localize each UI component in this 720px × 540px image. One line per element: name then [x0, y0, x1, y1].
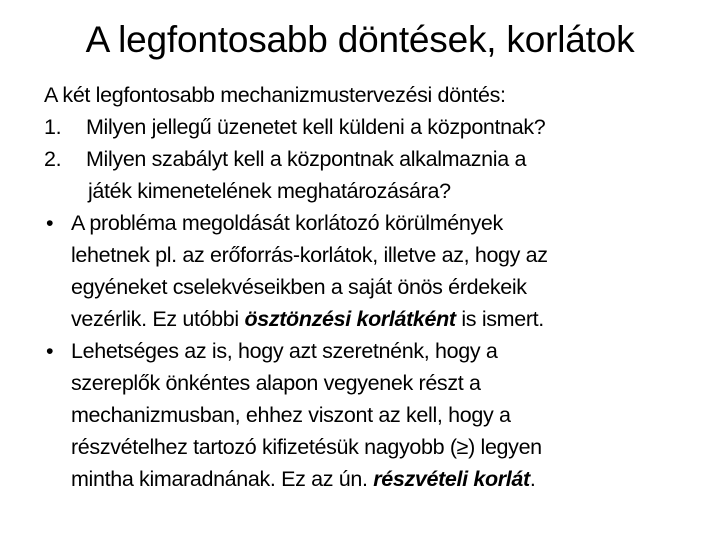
bullet-item-text [71, 463, 535, 495]
bullet-item-text: lehetnek pl. az erőforrás-korlátok, illetve az, hogy az [71, 243, 548, 267]
bullet-item-1 [44, 207, 714, 239]
text-segment: mintha kimaradnának. Ez az ún. [71, 467, 374, 491]
bullet-item-text [71, 303, 544, 335]
bullet-marker: • [46, 211, 54, 235]
numbered-item-text: játék kimenetelének meghatározására? [88, 179, 451, 203]
bullet-item-1-line-3 [44, 271, 714, 303]
numbered-item-1 [44, 111, 714, 143]
bullet-item-1-line-2 [44, 239, 714, 271]
slide-body [44, 79, 714, 495]
bullet-item-text: A probléma megoldását korlátozó körülmények [71, 211, 503, 235]
numbered-item-text: Milyen jellegű üzenetet kell küldeni a központnak? [86, 115, 546, 139]
bullet-item-text: egyéneket cselekvéseikben a saját önös érdekeik [71, 275, 527, 299]
bullet-item-text: Lehetséges az is, hogy azt szeretnénk, hogy a [71, 339, 498, 363]
emphasized-term: részvételi korlát [373, 467, 530, 491]
bullet-item-2-line-4 [44, 431, 714, 463]
bullet-item-2-line-5 [44, 463, 714, 495]
numbered-item-2 [44, 143, 714, 175]
numbered-item-text: Milyen szabályt kell a központnak alkalmaznia a [86, 147, 527, 171]
numbered-item-2-continuation [44, 175, 714, 207]
bullet-item-1-line-4 [44, 303, 714, 335]
text-segment: is ismert. [455, 307, 544, 331]
slide-title: A legfontosabb döntések, korlátok [85, 19, 635, 60]
bullet-item-text: részvételhez tartozó kifizetésük nagyobb (≥) legyen [71, 435, 542, 459]
intro-text: A két legfontosabb mechanizmustervezési döntés: [44, 83, 506, 107]
number-marker: 2. [44, 147, 62, 171]
number-marker: 1. [44, 115, 62, 139]
emphasized-term: ösztönzési korlátként [244, 307, 456, 331]
bullet-item-text: szereplők önkéntes alapon vegyenek részt a [71, 371, 481, 395]
bullet-item-2-line-2 [44, 367, 714, 399]
text-segment: . [529, 467, 536, 491]
bullet-item-text: mechanizmusban, ehhez viszont az kell, hogy a [71, 403, 511, 427]
text-segment: vezérlik. Ez utóbbi [71, 307, 245, 331]
bullet-item-2-line-3 [44, 399, 714, 431]
intro-line [44, 79, 714, 111]
bullet-item-2 [44, 335, 714, 367]
bullet-marker: • [46, 339, 54, 363]
